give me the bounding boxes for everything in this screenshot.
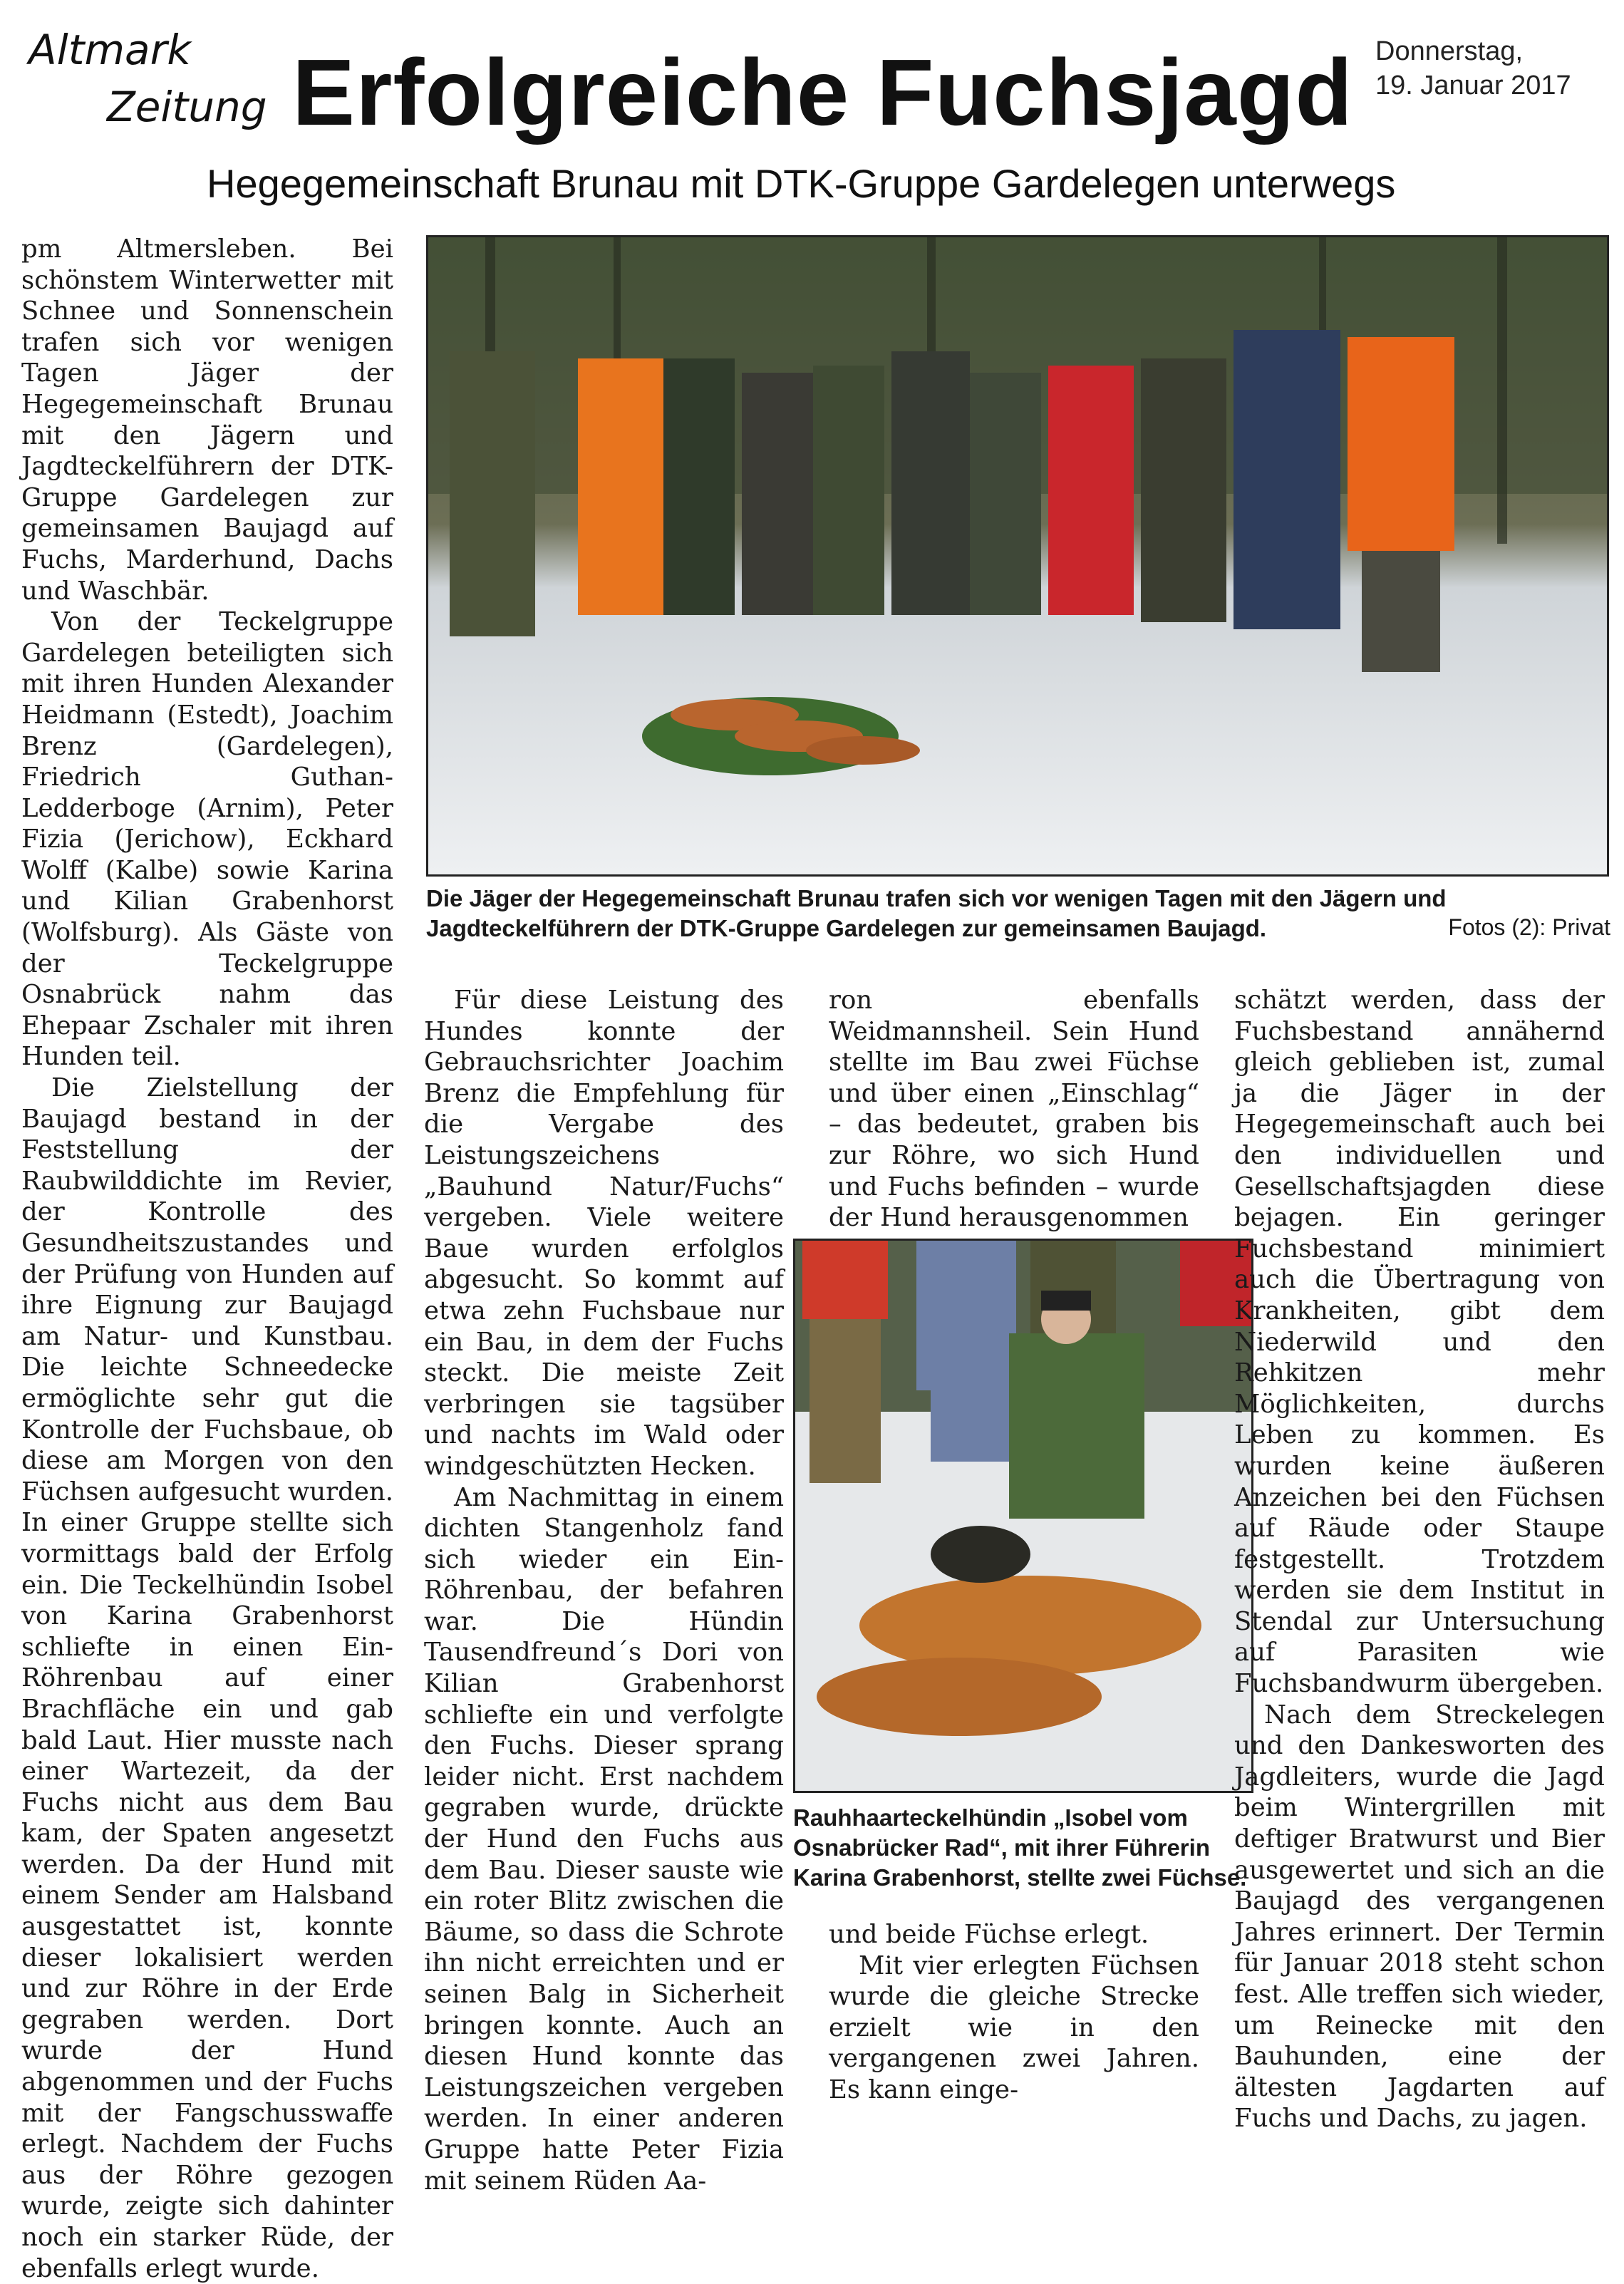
hunter-dog-photo-caption: Rauhhaarteckelhündin „Isobel vom Osnabrücker Rad“, mit ihrer Führerin Karina Grabenhorst, stellte zwei Füchse. <box>793 1804 1247 1891</box>
issue-date <box>1375 34 1603 103</box>
paragraph: Nach dem Streckelegen und den Dankesworten des Jagdleiters, wurde die Jagd beim Wintergrillen mit deftiger Bratwurst und Bier ausgewertet und sich an die Baujagd des vergangenen Jahres erinnert. Der Termin für Januar 2018 steht schon fest. Alle treffen sich wieder, um Reinecke mit den Bauhunden, eine der ältesten Jagdarten auf Fuchs und Dachs, zu jagen. <box>1234 1700 1605 2134</box>
photo-credit: Fotos (2): Privat <box>1448 914 1610 940</box>
article-column-4 <box>1234 985 1605 2134</box>
group-photo <box>426 235 1609 877</box>
headline: Erfolgreiche Fuchsjagd <box>292 40 1353 145</box>
paragraph: und beide Füchse erlegt. <box>829 1920 1149 1949</box>
paragraph: ron ebenfalls Weidmannsheil. Sein Hund stellte im Bau zwei Füchse und über einen „Einschlag“ – das bedeutet, graben bis zur Röhre, wo sich Hund und Fuchs befinden – wurde der Hund herausgenommen <box>829 986 1199 1233</box>
paragraph: schätzt werden, dass der Fuchsbestand annähernd gleich geblieben ist, zumal ja die Jäger in der Hegegemeinschaft auch bei den individuellen und Gesellschaftsjagden diese bejagen. Ein geringer Fuchsbestand minimiert auch die Übertragung von Krankheiten, gibt dem Niederwild und den Rehkitzen mehr Möglichkeiten, durchs Leben zu kommen. Es wurden keine äußeren Anzeichen bei den Füchsen auf Räude oder Staupe festgestellt. Trotzdem werden sie dem Institut in Stendal zur Untersuchung auf Parasiten wie Fuchsbandwurm übergeben. <box>1234 986 1605 1699</box>
date-full: 19. Januar 2017 <box>1375 71 1571 100</box>
masthead-line2: Zeitung <box>107 83 267 131</box>
paragraph: pm Altmersleben. Bei schönstem Winterwetter mit Schnee und Sonnenschein trafen sich vor wenigen Tagen Jäger der Hegegemeinschaft Brunau mit den Jägern und Jagdteckelführern der DTK-Gruppe Gardelegen zur gemeinsamen Baujagd auf Fuchs, Marderhund, Dachs und Waschbär. <box>21 234 393 606</box>
hunter-dog-photo <box>793 1239 1253 1793</box>
article-column-1 <box>21 234 393 2284</box>
paragraph: Für diese Leistung des Hundes konnte der Gebrauchsrichter Joachim Brenz die Empfehlung für die Vergabe des Leistungszeichens „Bauhund Natur/Fuchs“ vergeben. Viele weitere Baue wurden erfolglos abgesucht. So kommt auf etwa zehn Fuchsbaue nur ein Bau, in dem der Fuchs steckt. Die meiste Zeit verbringen sie tagsüber und nachts im Wald oder windgeschützten Hecken. <box>424 986 784 1481</box>
hunter-dog-photo-image <box>795 1241 1251 1791</box>
newspaper-masthead <box>29 21 285 150</box>
date-weekday: Donnerstag, <box>1375 36 1524 66</box>
paragraph: Am Nachmittag in einem dichten Stangenholz fand sich wieder ein Ein-Röhrenbau, der befahren war. Die Hündin Tausendfreund´s Dori von Kilian Grabenhorst schliefte ein und verfolgte den Fuchs. Dieser sprang leider nicht. Erst nachdem gegraben wurde, drückte der Hund den Fuchs aus dem Bau. Dieser sauste wie ein roter Blitz zwischen die Bäume, so dass die Schrote ihn nicht erreichten und er seinen Balg in Sicherheit bringen konnte. Auch an diesen Hund konnte das Leistungszeichen vergeben werden. In einer anderen Gruppe hatte Peter Fizia mit seinem Rüden Aa- <box>424 1482 784 2196</box>
paragraph: Von der Teckelgruppe Gardelegen beteiligten sich mit ihren Hunden Alexander Heidmann (Estedt), Joachim Brenz (Gardelegen), Friedrich Guthan-Ledderboge (Arnim), Peter Fizia (Jerichow), Eckhard Wolff (Kalbe) sowie Karina und Kilian Grabenhorst (Wolfsburg). Als Gäste von der Teckelgruppe Osnabrück nahm das Ehepaar Zschaler mit ihren Hunden teil. <box>21 607 393 1072</box>
article-column-3 <box>829 985 1199 1234</box>
article-column-2 <box>424 985 784 2196</box>
subheadline: Hegegemeinschaft Brunau mit DTK-Gruppe Gardelegen unterwegs <box>207 161 1396 206</box>
masthead-line1: Altmark <box>29 26 192 74</box>
group-photo-caption: Die Jäger der Hegegemeinschaft Brunau trafen sich vor wenigen Tagen mit den Jägern und Jagdteckelführern der DTK-Gruppe Gardelegen zur gemeinsamen Baujagd. <box>426 885 1447 941</box>
paragraph: Die Zielstellung der Baujagd bestand in der Feststellung der Raubwilddichte im Revier, der Kontrolle des Gesundheitszustandes und der Prüfung von Hunden auf ihre Eignung zur Baujagd am Natur- und Kunstbau. Die leichte Schneedecke ermöglichte sehr gut die Kontrolle der Fuchsbaue, ob diese am Morgen von den Füchsen aufgesucht wurden. In einer Gruppe stellte sich vormittags bald der Erfolg ein. Die Teckelhündin Isobel von Karina Grabenhorst schliefte in einen Ein-Röhrenbau auf einer Brachfläche ein und gab bald Laut. Hier musste nach einer Wartezeit, da der Fuchs nicht aus dem Bau kam, der Spaten angesetzt werden. Da der Hund mit einem Sender am Halsband ausgestattet ist, konnte dieser lokalisiert werden und zur Röhre in der Erde gegraben werden. Dort wurde der Hund abgenommen und der Fuchs mit der Fangschusswaffe erlegt. Nachdem der Fuchs aus der Röhre gezogen wurde, zeigte sich dahinter noch ein starker Rüde, der ebenfalls erlegt wurde. <box>21 1073 393 2283</box>
group-photo-image <box>428 237 1607 874</box>
article-column-3-continued <box>829 1919 1199 2106</box>
paragraph: Mit vier erlegten Füchsen wurde die gleiche Strecke erzielt wie in den vergangenen zwei Jahren. Es kann einge- <box>829 1950 1199 2104</box>
